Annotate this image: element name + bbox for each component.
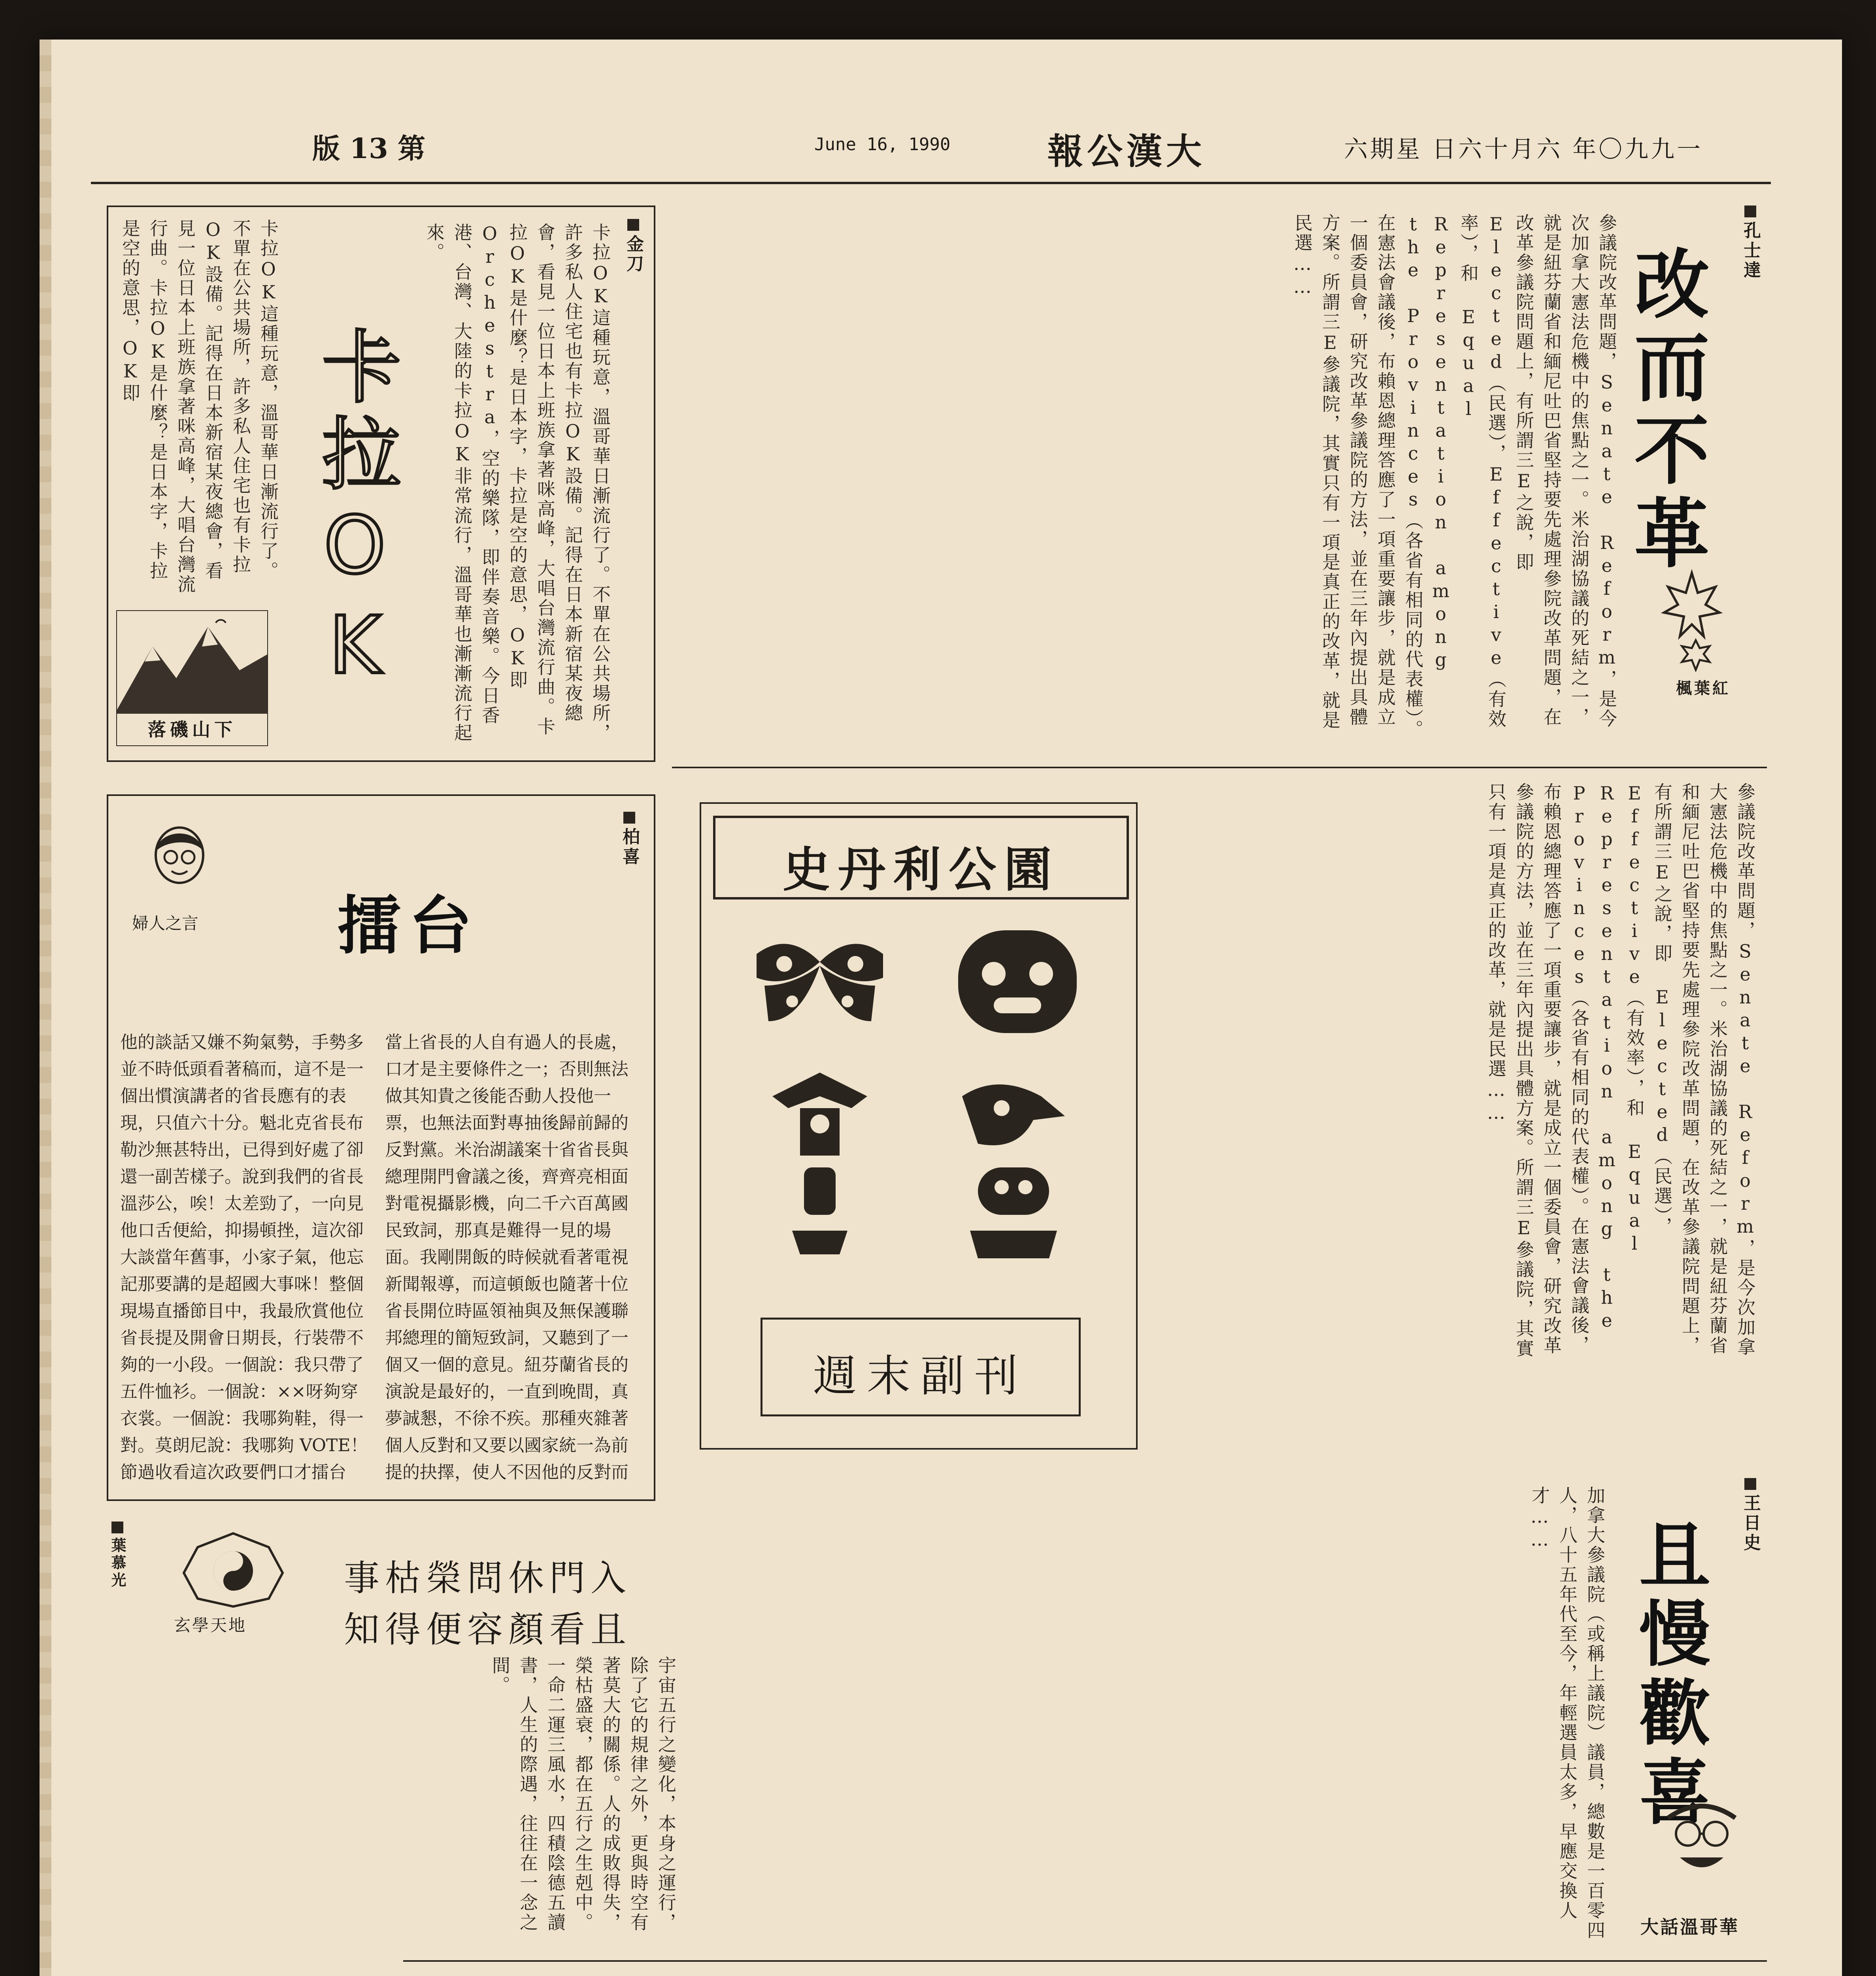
article-leitai <box>107 794 655 1501</box>
stanley-park-panel <box>700 802 1138 1450</box>
headline: 且慢歡喜 <box>1627 1518 1710 1834</box>
bullet-icon <box>627 219 639 231</box>
divider <box>403 1960 1767 1962</box>
byline-author: 金刀 <box>621 219 646 274</box>
byline-author: 葉慕光 <box>107 1522 128 1589</box>
caricature-illustration <box>1656 1794 1747 1885</box>
mountain-illustration-frame <box>116 610 268 746</box>
woman-face-illustration <box>144 820 215 907</box>
headline-line-2: 知得便容顏看且 <box>344 1609 632 1650</box>
date-chinese: 六期星 日六十月六 年〇九九一 <box>1344 136 1703 163</box>
mountain-illustration <box>117 611 267 714</box>
bagua-illustration <box>174 1529 293 1608</box>
page-number: 版 13 第 <box>312 132 426 165</box>
byline-author: 孔士達 <box>1738 206 1763 281</box>
bullet-icon <box>1744 206 1756 217</box>
illustration-caption: 婦人之言 <box>132 914 199 933</box>
masthead <box>91 119 1771 184</box>
illustration-caption: 玄學天地 <box>174 1616 247 1635</box>
article-body-right: 當上省長的人自有過人的長處，口才是主要條件之一；否則無法做其知貴之後能否動人投他一票，也無法面對專抽後歸前歸的反對黨。米治湖議案十省省長與總理開門會議之後，齊齊亮相面對電視攝影機，向二千六百萬國民致詞，那真是難得一見的場面。我剛開飯的時候就看著電視新聞報導，而這頓飯也隨著十位省長開位時區領袖與及無保護聯邦總理的簡短致詞，又聽到了一個又一個的意見。紐芬蘭省長的演說是最好的，一直到晚間，真夢誠懇，不徐不疾。那種夾雜著個人反對和又要以國家統一為前提的抉擇，使人不因他的反對而 <box>385 1032 628 1482</box>
totem-art-illustration <box>741 930 1097 1278</box>
byline-author: 王日史 <box>1738 1478 1763 1553</box>
date-english: June 16, 1990 <box>814 134 951 155</box>
headline-line-1: 事枯榮問休門入 <box>344 1557 632 1599</box>
article-karaoke <box>107 206 655 762</box>
headline: 卡拉OK <box>309 326 401 700</box>
illustration-caption: 大話溫哥華 <box>1640 1916 1739 1938</box>
article-body-left: 卡拉OK這種玩意，溫哥華日漸流行了。不單在公共場所，許多私人住宅也有卡拉OK設備。記得在日本新宿某夜總會，看見一位日本上班族拿著咪高峰，大唱台灣流行曲。卡拉OK是什麼？是日本字，卡拉是空的意思，OK即 <box>119 219 279 594</box>
divider <box>672 767 1767 768</box>
bullet-icon <box>1744 1478 1756 1490</box>
headline: 改而不革 <box>1622 245 1709 577</box>
byline-author: 柏喜 <box>617 812 642 867</box>
article-qiemanhuanxi <box>700 1470 1763 1956</box>
page-edge <box>40 40 51 1976</box>
section-title: 史丹利公園 <box>783 843 1059 897</box>
bullet-icon <box>111 1522 123 1533</box>
section-subtitle: 週末副刊 <box>813 1351 1028 1401</box>
illustration-caption: 落磯山下 <box>148 719 236 740</box>
article-body: 參議院改革問題，Senate Reform，是今次加拿大憲法危機中的焦點之一。米治湖協議的死結之一，就是紐芬蘭省和緬尼吐巴省堅持要先處理參院改革問題，在改革參議院問題上，有所謂三E之說，即 Elected（民選），Effective（有效率），和 Equal Representation among the Provinces（各省有相同的代表權）。在憲法會議後，布賴恩總理答應了一項重要讓步，就是成立一個委員會，研究改革參議院的方法，並在三年內提出具體方案。所謂三E參議院，其實只有一項是真正的改革，就是民選…… <box>1292 213 1617 739</box>
article-body: 加拿大參議院（或稱上議院）議員，總數是一百零四人，八十五年代至今，年輕選員太多，早應交換人才…… <box>1529 1486 1606 1940</box>
maple-leaf-illustration <box>1660 569 1723 672</box>
illustration-caption: 楓葉紅 <box>1676 679 1731 698</box>
article-zhijian <box>107 1522 680 1936</box>
article-body: 宇宙五行之變化，本身之運行，除了它的規律之外，更與時空有著莫大的關係。人的成敗得失，榮枯盛衰，都在五行之生剋中。一命二運三風水，四積陰德五讀書，人生的際遇，往往在一念之間。 <box>489 1656 677 1933</box>
article-body-right: 卡拉OK這種玩意，溫哥華日漸流行了。不單在公共場所，許多私人住宅也有卡拉OK設備。記得在日本新宿某夜總會，看見一位日本上班族拿著咪高峰，大唱台灣流行曲。卡拉OK是什麼？是日本字，卡拉是空的意思，OK即Orchestra，空的樂隊，即伴奏音樂。今日香港、台灣、大陸的卡拉OK非常流行，溫哥華也漸漸流行起來。 <box>424 223 611 743</box>
headline: 擂台 <box>338 889 480 963</box>
paper-name: 報公漢大 <box>1047 130 1206 172</box>
article-gaier <box>672 198 1763 759</box>
article-gaier-continued: 參議院改革問題，Senate Reform，是今次加拿大憲法危機中的焦點之一。米治湖協議的死結之一，就是紐芬蘭省和緬尼吐巴省堅持要先處理參院改革問題，在改革參議院問題上，有所謂三E之說，即 Elected（民選），Effective（有效率），和 Equal Representation among the Provinces（各省有相同的代表權）。在憲法會議後，布賴恩總理答應了一項重要讓步，就是成立一個委員會，研究改革參議院的方法，並在三年內提出具體方案。所謂三E參議院，其實只有一項是真正的改革，就是民選…… <box>1485 782 1756 1359</box>
article-body-left: 他的談話又嫌不夠氣勢，手勢多並不時低頭看著稿而，這不是一個出慣演講者的省長應有的表現，只值六十分。魁北克省長布勒沙無甚特出，已得到好處了卻還一副苦樣子。說到我們的省長溫莎公，唉！太差勁了，一向見他口舌便給，抑揚頓挫，這次卻大談當年舊事，小家子氣，他忘記那要講的是超國大事咪！整個現場直播節目中，我最欣賞他位省長提及開會日期長，行裝帶不夠的一小段。一個說：我只帶了五件恤衫。一個說：××呀夠穿衣裳。一個說：我哪夠鞋，得一對。莫朗尼說：我哪夠 VOTE！節過收看這次政要們口才擂台 <box>120 1032 368 1482</box>
weekend-supplement-box <box>761 1318 1081 1416</box>
bullet-icon <box>623 812 635 824</box>
stanley-park-title-box <box>713 816 1129 899</box>
